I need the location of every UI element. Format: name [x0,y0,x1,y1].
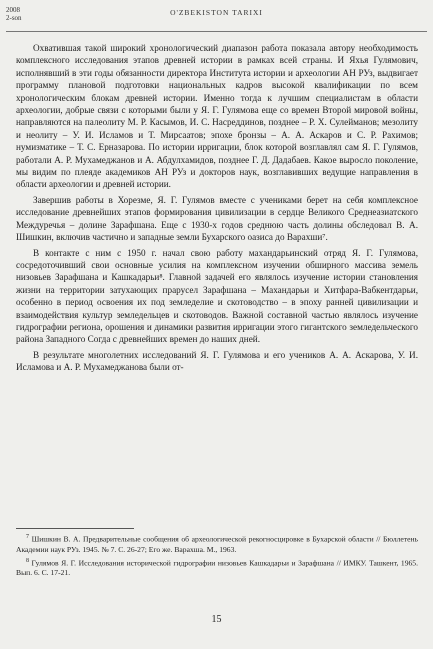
footnote-marker: 7 [26,534,29,540]
running-header-title: O'ZBEKISTON TARIXI [170,8,263,17]
footnote-marker: 8 [26,557,29,564]
paragraph: В контакте с ним с 1950 г. начал свою работу махандарьинский отряд Я. Г. Гулямова, сосредоточивший свои основные усилия на комплексном изучении обширного массива земель низовьев Зарафшана и Кашкадарьи⁸. Главной задачей его являлось изучение истории становления жизни на территории затухающих прарусел Зарафшана – Махандарьи и Хитфара-Вабкентдарьи, особенно в период освоения их под земледелие и скотоводство – в эпоху ранней цивилизации и взаимодействия культур земледельцев и скотоводов. Важной составной частью являлось изучение гидрографии региона, орошения и динамики развития ирригации этого гигантского земледельческого района Западного Согда с древнейших времен до наших дней. [16,247,418,345]
footnote-rule [16,528,134,529]
footnotes [16,532,418,579]
footnote-text: Гулямов Я. Г. Исследования исторической гидрографии низовьев Кашкадарьи и Зарафшана // ИМКУ. Ташкент, 1965. Вып. 6. С. 17-21. [16,558,418,578]
issue-year: 2008 [6,6,20,14]
article-body [16,42,418,374]
issue-number: 2-son [6,14,22,22]
paragraph: Завершив работы в Хорезме, Я. Г. Гулямов вместе с учениками берет на себя комплексное исследование древнейших этапов формирования цивилизации в сердце Великого Среднеазиатского Междуречья – долине Зарафшана. Еще с 1930-х годов среднюю часть долины обследовал В. А. Шишкин, включив частично и западные земли Бухарского оазиса до Варахши⁷. [16,194,418,243]
footnote [16,556,418,579]
paragraph: Охватившая такой широкий хронологический диапазон работа показала автору необходимость комплексного исследования этапов древней истории в рамках всей страны. И Яхья Гулямович, исполнявший в эти годы обязанности директора Института истории и археологии АН РУз, выдвигает программу плановой подготовки национальных кадров высокой квалификации по всем хронологическим блокам древней истории. Именно тогда к лучшим специалистам в области археологии, добрые связи с которыми были у Я. Г. Гулямова еще со времен Второй мировой войны, направляются на палеолиту М. Р. Касымов, И. С. Насреддинов, позднее – Р. Х. Сулейманов; мезолиту и неолиту – У. И. Исламов и Т. Мирсаатов; эпохе бронзы – А. А. Аскаров и С. Р. Рахимов; нумизматике – Т. С. Ерназарова. По истории ирригации, блок которой возглавлял сам Я. Г. Гулямов, работали А. Р. Мухамеджанов и А. Абдулхамидов, позднее Г. Д. Дадабаев. Какое выросло поколение, мы видим по плеяде академиков АН РУз и докторов наук, возглавивших ведущие направления в области археологии и древней истории. [16,43,418,190]
paragraph: В результате многолетних исследований Я. Г. Гулямова и его учеников А. А. Аскарова, У. И. Исламова и А. Р. Мухамеджанова были от- [16,349,418,373]
footnote [16,532,418,555]
page-number: 15 [211,614,222,625]
header-rule [6,31,427,32]
footnote-text: Шишкин В. А. Предварительные сообщения об археологической рекогносцировке в Бухарской области // Бюллетень Академии наук РУз. 1945. № 7. С. 26-27; Его же. Варахша. М., 1963. [16,534,418,554]
